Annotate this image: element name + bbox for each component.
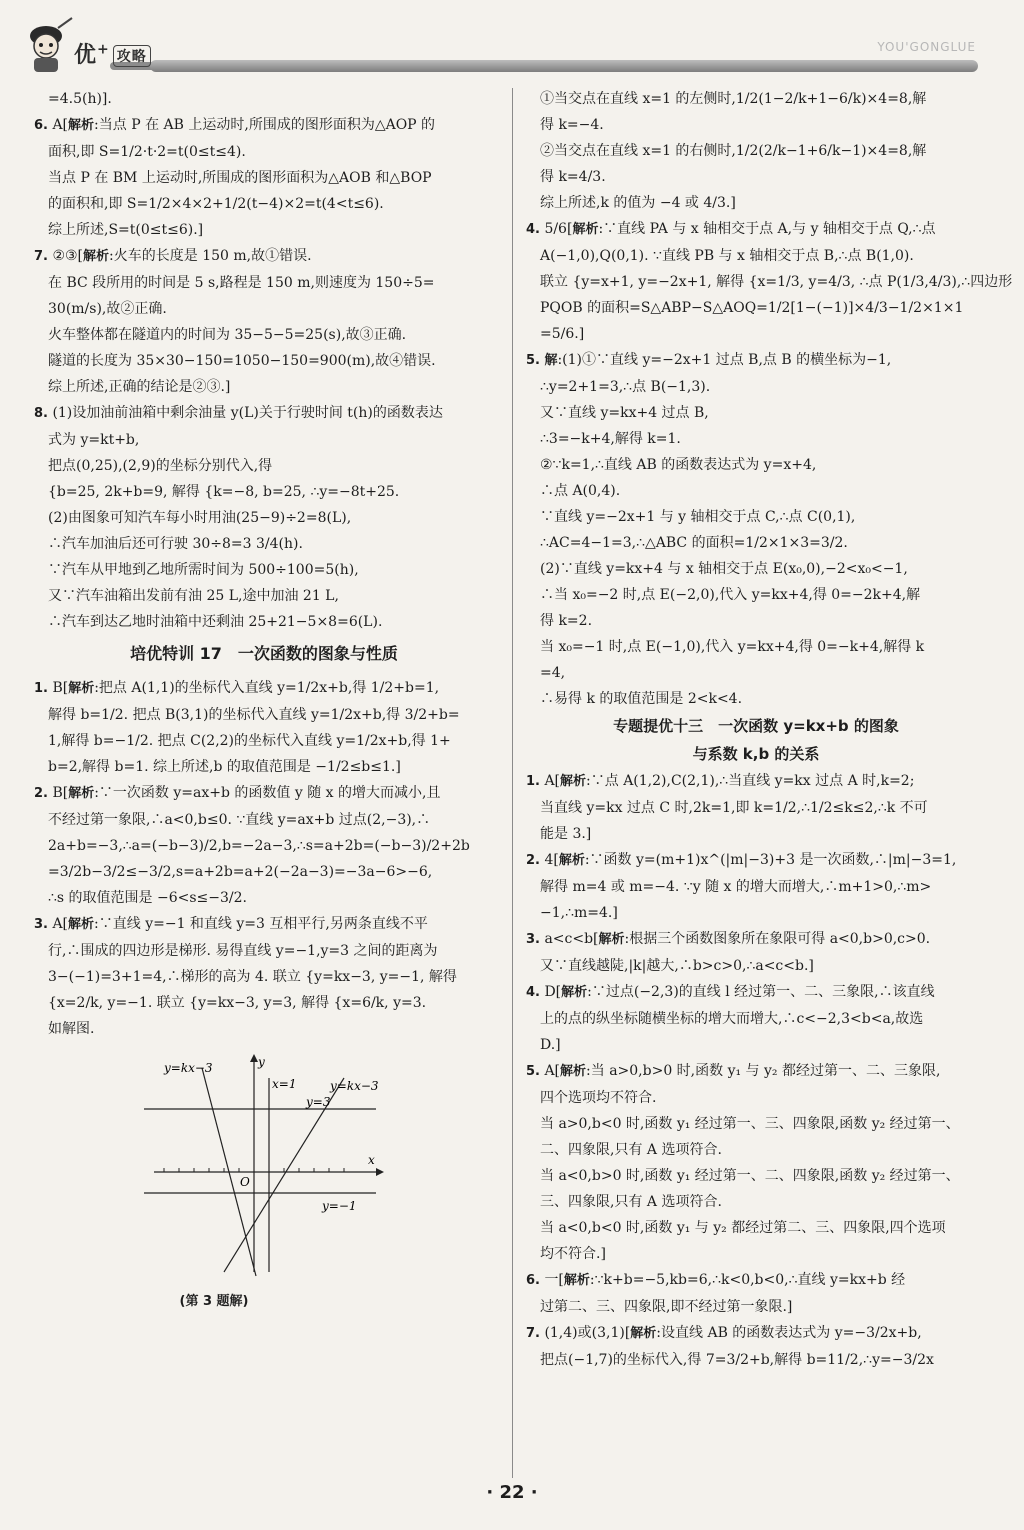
text-line bbox=[526, 900, 986, 926]
label-shallow: y=kx−3 bbox=[330, 1079, 379, 1093]
label-y3: y=3 bbox=[306, 1095, 331, 1109]
text-line bbox=[34, 86, 494, 112]
text-line bbox=[526, 768, 986, 795]
line-text: 四个选项均不符合. bbox=[540, 1090, 657, 1106]
text-line bbox=[526, 556, 986, 582]
text-line bbox=[526, 452, 986, 478]
line-text: =5/6.] bbox=[540, 326, 585, 342]
text-line bbox=[34, 322, 494, 348]
line-text: 30(m/s),故②正确. bbox=[48, 301, 167, 317]
line-text: :∵直线 PA 与 x 轴相交于点 A,与 y 轴相交于点 Q,∴点 bbox=[598, 221, 936, 237]
text-line bbox=[526, 504, 986, 530]
line-text: 均不符合.] bbox=[540, 1246, 606, 1262]
problem-number: 6. bbox=[526, 1273, 540, 1288]
left-column bbox=[34, 86, 494, 1315]
text-line bbox=[526, 269, 1013, 295]
line-text: −1,∴m=4.] bbox=[540, 905, 618, 921]
line-text: 上的点的纵坐标随横坐标的增大而增大,∴c<−2,3<b<a,故选 bbox=[540, 1011, 924, 1027]
answer: 一[ bbox=[544, 1272, 564, 1288]
label-steep: y=kx−3 bbox=[164, 1061, 213, 1075]
problem-number: 3. bbox=[526, 932, 540, 947]
section-heading: 培优特训 17 一次函数的图象与性质 bbox=[130, 644, 398, 663]
line-text: 又∵直线 y=kx+4 过点 B, bbox=[540, 405, 709, 421]
line-text: 2a+b=−3,∴a=(−b−3)/2,b=−2a−3,∴s=a+2b=(−b−3)/2+2b bbox=[48, 838, 470, 854]
answer: 4[ bbox=[544, 852, 559, 868]
problem-number: 7. bbox=[34, 249, 48, 264]
line-text: ∴s 的取值范围是 −6<s≤−3/2. bbox=[48, 890, 247, 906]
line-text: :∵一次函数 y=ax+b 的函数值 y 随 x 的增大而减小,且 bbox=[94, 785, 441, 801]
text-line bbox=[526, 164, 986, 190]
text-line bbox=[526, 660, 986, 686]
line-text: PQOB 的面积=S△ABP−S△AOQ=1/2[1−(−1)]×4/3−1/2×1×1 bbox=[540, 300, 964, 316]
text-line bbox=[34, 217, 494, 243]
graph-svg bbox=[144, 1050, 384, 1280]
text-line bbox=[34, 728, 494, 754]
answer: ②③[ bbox=[52, 248, 84, 264]
line-text: 不经过第一象限,∴a<0,b≤0. ∵直线 y=ax+b 过点(2,−3),∴ bbox=[48, 812, 431, 828]
text-line bbox=[34, 427, 494, 453]
line-text: 解得 b=1/2. 把点 B(3,1)的坐标代入直线 y=1/2x+b,得 3/2+b= bbox=[48, 707, 460, 723]
line-text: =4.5(h)]. bbox=[48, 91, 112, 107]
line-text: D.] bbox=[540, 1037, 561, 1053]
analysis-tag: 解析 bbox=[598, 932, 625, 947]
answer: A[ bbox=[52, 117, 69, 133]
line-text: ①当交点在直线 x=1 的左侧时,1/2(1−2/k+1−6/k)×4=8,解 bbox=[540, 91, 927, 107]
text-line bbox=[526, 1163, 986, 1189]
x-axis-arrow bbox=[376, 1168, 384, 1176]
analysis-tag: 解析 bbox=[68, 681, 95, 696]
line-text: b=2,解得 b=1. 综上所述,b 的取值范围是 −1/2≤b≤1.] bbox=[48, 759, 401, 775]
analysis-tag: 解析 bbox=[560, 1064, 587, 1079]
figure-caption: (第 3 题解) bbox=[179, 1294, 249, 1309]
problem-number: 5. bbox=[526, 1064, 540, 1079]
problem-number: 4. bbox=[526, 222, 540, 237]
line-text: 联立 {y=x+1, y=−2x+1, 解得 {x=1/3, y=4/3, ∴点 P(1/3,4/3),∴四边形 bbox=[540, 274, 1013, 290]
line-text: ∵直线 y=−2x+1 与 y 轴相交于点 C,∴点 C(0,1), bbox=[540, 509, 856, 525]
problem-number: 5. bbox=[526, 353, 540, 368]
line-text: ∴当 x₀=−2 时,点 E(−2,0),代入 y=kx+4,得 0=−2k+4,解 bbox=[540, 587, 921, 603]
answer: A[ bbox=[52, 916, 69, 932]
line-text: 式为 y=kt+b, bbox=[48, 432, 140, 448]
analysis-tag: 解析 bbox=[560, 774, 587, 789]
problem-number: 1. bbox=[526, 774, 540, 789]
text-line bbox=[34, 139, 494, 165]
text-line bbox=[526, 347, 986, 374]
text-line bbox=[34, 780, 494, 807]
line-text: ∴点 A(0,4). bbox=[540, 483, 621, 499]
line-text: 当 a>0,b<0 时,函数 y₁ 经过第一、三、四象限,函数 y₂ 经过第一、 bbox=[540, 1116, 960, 1132]
text-line bbox=[34, 505, 494, 531]
text-line bbox=[526, 979, 986, 1006]
problem-number: 7. bbox=[526, 1326, 540, 1341]
line-text: ∵汽车从甲地到乙地所需时间为 500÷100=5(h), bbox=[48, 562, 359, 578]
answer: B[ bbox=[52, 680, 69, 696]
answer: B[ bbox=[52, 785, 69, 801]
line-text: 当点 P 在 BM 上运动时,所围成的图形面积为△AOB 和△BOP bbox=[48, 170, 432, 186]
line-text: :∵函数 y=(m+1)x^(|m|−3)+3 是一次函数,∴|m|−3=1, bbox=[584, 852, 957, 868]
text-line bbox=[526, 847, 986, 874]
text-line bbox=[526, 821, 986, 847]
analysis-tag: 解析 bbox=[630, 1326, 657, 1341]
text-line bbox=[526, 374, 986, 400]
line-text: 又∵汽车油箱出发前有油 25 L,途中加油 21 L, bbox=[48, 588, 339, 604]
text-line bbox=[526, 1085, 986, 1111]
text-line bbox=[34, 885, 494, 911]
answer: D[ bbox=[544, 984, 562, 1000]
line-text: (2)∵直线 y=kx+4 与 x 轴相交于点 E(x₀,0),−2<x₀<−1, bbox=[540, 561, 908, 577]
line-text: 得 k=2. bbox=[540, 613, 593, 629]
line-text: 把点(0,25),(2,9)的坐标分别代入,得 bbox=[48, 458, 273, 474]
text-line bbox=[526, 953, 986, 979]
text-line bbox=[526, 400, 986, 426]
text-line bbox=[526, 243, 986, 269]
line-text: :火车的长度是 150 m,故①错误. bbox=[109, 248, 312, 264]
line-text: ∴汽车到达乙地时油箱中还剩油 25+21−5×8=6(L). bbox=[48, 614, 383, 630]
line-text: ②当交点在直线 x=1 的右侧时,1/2(2/k−1+6/k−1)×4=8,解 bbox=[540, 143, 927, 159]
problem-number: 8. bbox=[34, 406, 48, 421]
line-text: 当 a<0,b<0 时,函数 y₁ 与 y₂ 都经过第二、三、四象限,四个选项 bbox=[540, 1220, 946, 1236]
header-bar bbox=[150, 60, 978, 72]
line-text: 当 a<0,b>0 时,函数 y₁ 经过第一、二、四象限,函数 y₂ 经过第一、 bbox=[540, 1168, 960, 1184]
text-line bbox=[34, 990, 494, 1016]
text-line bbox=[526, 1294, 986, 1320]
text-line bbox=[526, 926, 986, 953]
analysis-tag: 解 bbox=[544, 353, 558, 368]
analysis-tag: 解析 bbox=[68, 118, 95, 133]
text-line bbox=[526, 1347, 986, 1373]
line-text: :(1)①∵直线 y=−2x+1 过点 B,点 B 的横坐标为−1, bbox=[557, 352, 892, 368]
text-line bbox=[34, 807, 494, 833]
analysis-tag: 解析 bbox=[68, 786, 95, 801]
line-text: :当点 P 在 AB 上运动时,所围成的图形面积为△AOP 的 bbox=[94, 117, 436, 133]
line-text: =3/2b−3/2≤−3/2,s=a+2b=a+2(−2a−3)=−3a−6>−6, bbox=[48, 864, 433, 880]
text-line bbox=[526, 1111, 986, 1137]
label-origin: O bbox=[240, 1175, 250, 1189]
line-text: 把点(−1,7)的坐标代入,得 7=3/2+b,解得 b=11/2,∴y=−3/2x bbox=[540, 1352, 934, 1368]
line-text: {b=25, 2k+b=9, 解得 {k=−8, b=25, ∴y=−8t+25. bbox=[48, 484, 400, 500]
line-text: {x=2/k, y=−1. 联立 {y=kx−3, y=3, 解得 {x=6/k, y=3. bbox=[48, 995, 427, 1011]
text-line bbox=[526, 478, 986, 504]
text-line bbox=[526, 1267, 986, 1294]
line-text: 综上所述,正确的结论是②③.] bbox=[48, 379, 231, 395]
answer: a<c<b[ bbox=[544, 931, 599, 947]
text-line bbox=[34, 165, 494, 191]
text-line bbox=[34, 702, 494, 728]
text-line bbox=[34, 453, 494, 479]
line-text: 能是 3.] bbox=[540, 826, 592, 842]
text-line bbox=[34, 833, 494, 859]
problem-number: 4. bbox=[526, 985, 540, 1000]
page-number: · 22 · bbox=[486, 1482, 538, 1503]
line-text: 过第二、三、四象限,即不经过第一象限.] bbox=[540, 1299, 793, 1315]
text-line bbox=[34, 400, 494, 427]
text-line bbox=[526, 216, 986, 243]
text-line bbox=[526, 426, 986, 452]
answer: A[ bbox=[544, 1063, 561, 1079]
line-text: ∴AC=4−1=3,∴△ABC 的面积=1/2×1×3=3/2. bbox=[540, 535, 848, 551]
mascot-icon bbox=[18, 14, 74, 76]
text-line bbox=[34, 374, 494, 400]
text-line bbox=[526, 1006, 986, 1032]
right-column bbox=[526, 86, 1013, 1373]
text-line bbox=[34, 296, 494, 322]
text-line bbox=[34, 348, 494, 374]
line-text: 三、四象限,只有 A 选项符合. bbox=[540, 1194, 722, 1210]
answer: 5/6[ bbox=[544, 221, 573, 237]
line-text: 3−(−1)=3+1=4,∴梯形的高为 4. 联立 {y=kx−3, y=−1, 解得 bbox=[48, 969, 457, 985]
text-line bbox=[526, 634, 986, 660]
line-text: 当直线 y=kx 过点 C 时,2k=1,即 k=1/2,∴1/2≤k≤2,∴k 不可 bbox=[540, 800, 928, 816]
text-line bbox=[526, 874, 986, 900]
line-text: 行,∴围成的四边形是梯形. 易得直线 y=−1,y=3 之间的距离为 bbox=[48, 943, 438, 959]
text-line bbox=[34, 270, 494, 296]
text-line bbox=[526, 530, 986, 556]
text-line bbox=[34, 859, 494, 885]
text-line bbox=[34, 557, 494, 583]
text-line bbox=[526, 138, 986, 164]
text-line bbox=[34, 1016, 494, 1042]
line-text: 综上所述,k 的值为 −4 或 4/3.] bbox=[540, 195, 736, 211]
text-line bbox=[34, 112, 494, 139]
text-line bbox=[34, 964, 494, 990]
analysis-tag: 解析 bbox=[572, 222, 599, 237]
problem-number: 1. bbox=[34, 681, 48, 696]
analysis-tag: 解析 bbox=[68, 917, 95, 932]
text-line bbox=[526, 190, 986, 216]
line-text: 隧道的长度为 35×30−150=1050−150=900(m),故④错误. bbox=[48, 353, 436, 369]
answer: (1,4)或(3,1)[ bbox=[544, 1325, 631, 1341]
logo-box: 攻略 bbox=[113, 45, 151, 67]
text-line bbox=[526, 112, 986, 138]
text-line bbox=[526, 295, 986, 321]
label-y-minus-1: y=−1 bbox=[322, 1199, 357, 1213]
text-line bbox=[34, 583, 494, 609]
problem-number: 6. bbox=[34, 118, 48, 133]
line-text: 的面积和,即 S=1/2×4×2+1/2(t−4)×2=t(4<t≤6). bbox=[48, 196, 384, 212]
line-text: ∴3=−k+4,解得 k=1. bbox=[540, 431, 681, 447]
section-heading: 专题提优十三 一次函数 y=kx+b 的图象 bbox=[613, 717, 899, 735]
problem-number: 2. bbox=[34, 786, 48, 801]
line-text: :把点 A(1,1)的坐标代入直线 y=1/2x+b,得 1/2+b=1, bbox=[94, 680, 440, 696]
column-divider bbox=[512, 88, 513, 1478]
line-text: 解得 m=4 或 m=−4. ∵y 随 x 的增大而增大,∴m+1>0,∴m> bbox=[540, 879, 932, 895]
line-text: :∵点 A(1,2),C(2,1),∴当直线 y=kx 过点 A 时,k=2; bbox=[586, 773, 915, 789]
text-line bbox=[526, 321, 986, 347]
text-line bbox=[526, 1215, 986, 1241]
line-text: 火车整体都在隧道内的时间为 35−5−5=25(s),故③正确. bbox=[48, 327, 407, 343]
text-line bbox=[526, 1032, 986, 1058]
text-line bbox=[34, 609, 494, 635]
line-text: (2)由图象可知汽车每小时用油(25−9)÷2=8(L), bbox=[48, 510, 352, 526]
line-text: :设直线 AB 的函数表达式为 y=−3/2x+b, bbox=[656, 1325, 922, 1341]
line-text: :∵过点(−2,3)的直线 l 经过第一、二、三象限,∴该直线 bbox=[587, 984, 935, 1000]
line-text: 1,解得 b=−1/2. 把点 C(2,2)的坐标代入直线 y=1/2x+b,得 1+ bbox=[48, 733, 451, 749]
line-text: 综上所述,S=t(0≤t≤6).] bbox=[48, 222, 204, 238]
section-heading: 与系数 k,b 的关系 bbox=[692, 745, 820, 763]
line-text: 得 k=4/3. bbox=[540, 169, 606, 185]
text-line bbox=[526, 1189, 986, 1215]
text-line bbox=[34, 911, 494, 938]
text-line bbox=[526, 1320, 986, 1347]
answer: A[ bbox=[544, 773, 561, 789]
analysis-tag: 解析 bbox=[563, 1273, 590, 1288]
text-line bbox=[526, 86, 986, 112]
text-line bbox=[526, 1241, 986, 1267]
text-line bbox=[34, 243, 494, 270]
line-text: 得 k=−4. bbox=[540, 117, 604, 133]
line-text: A(−1,0),Q(0,1). ∵直线 PB 与 x 轴相交于点 B,∴点 B(1,0). bbox=[540, 248, 914, 264]
label-y: y bbox=[258, 1055, 265, 1069]
page-header bbox=[0, 0, 1024, 84]
text-line bbox=[526, 1058, 986, 1085]
line-text: :根据三个函数图象所在象限可得 a<0,b>0,c>0. bbox=[624, 931, 931, 947]
line-text: 面积,即 S=1/2·t·2=t(0≤t≤4). bbox=[48, 144, 246, 160]
line-text: :当 a>0,b>0 时,函数 y₁ 与 y₂ 都经过第一、二、三象限, bbox=[586, 1063, 941, 1079]
label-x1: x=1 bbox=[272, 1077, 297, 1091]
analysis-tag: 解析 bbox=[83, 249, 110, 264]
problem-number: 3. bbox=[34, 917, 48, 932]
text-line bbox=[526, 1137, 986, 1163]
analysis-tag: 解析 bbox=[558, 853, 585, 868]
text-line bbox=[34, 531, 494, 557]
line-text: :∵直线 y=−1 和直线 y=3 互相平行,另两条直线不平 bbox=[94, 916, 428, 932]
problem-number: 2. bbox=[526, 853, 540, 868]
text-line bbox=[526, 582, 986, 608]
line-text: (1)设加油前油箱中剩余油量 y(L)关于行驶时间 t(h)的函数表达 bbox=[52, 405, 443, 421]
logo bbox=[74, 38, 151, 69]
y-axis-arrow bbox=[250, 1054, 258, 1062]
label-x: x bbox=[368, 1153, 375, 1167]
line-text: 又∵直线越陡,|k|越大,∴b>c>0,∴a<c<b.] bbox=[540, 958, 814, 974]
line-text: 如解图. bbox=[48, 1021, 95, 1037]
line-text: ∴y=2+1=3,∴点 B(−1,3). bbox=[540, 379, 711, 395]
line-text: ∴汽车加油后还可行驶 30÷8=3 3/4(h). bbox=[48, 536, 303, 552]
text-line bbox=[34, 479, 494, 505]
line-text: ∴易得 k 的取值范围是 2<k<4. bbox=[540, 691, 743, 707]
line-text: 在 BC 段所用的时间是 5 s,路程是 150 m,则速度为 150÷5= bbox=[48, 275, 435, 291]
line-text: 二、四象限,只有 A 选项符合. bbox=[540, 1142, 722, 1158]
figure-problem-3 bbox=[144, 1050, 384, 1315]
brand-text: YOU'GONGLUE bbox=[877, 40, 976, 54]
line-text: 当 x₀=−1 时,点 E(−1,0),代入 y=kx+4,得 0=−k+4,解得 k bbox=[540, 639, 925, 655]
text-line bbox=[526, 608, 986, 634]
line-text: =4, bbox=[540, 665, 566, 681]
logo-text: 优 bbox=[74, 42, 98, 68]
line-text: :∵k+b=−5,kb=6,∴k<0,b<0,∴直线 y=kx+b 经 bbox=[589, 1272, 906, 1288]
line-text: ②∵k=1,∴直线 AB 的函数表达式为 y=x+4, bbox=[540, 457, 817, 473]
text-line bbox=[526, 795, 986, 821]
text-line bbox=[34, 191, 494, 217]
analysis-tag: 解析 bbox=[561, 985, 588, 1000]
text-line bbox=[34, 938, 494, 964]
logo-plus: + bbox=[97, 41, 110, 58]
text-line bbox=[34, 754, 494, 780]
text-line bbox=[526, 686, 986, 712]
text-line bbox=[34, 675, 494, 702]
